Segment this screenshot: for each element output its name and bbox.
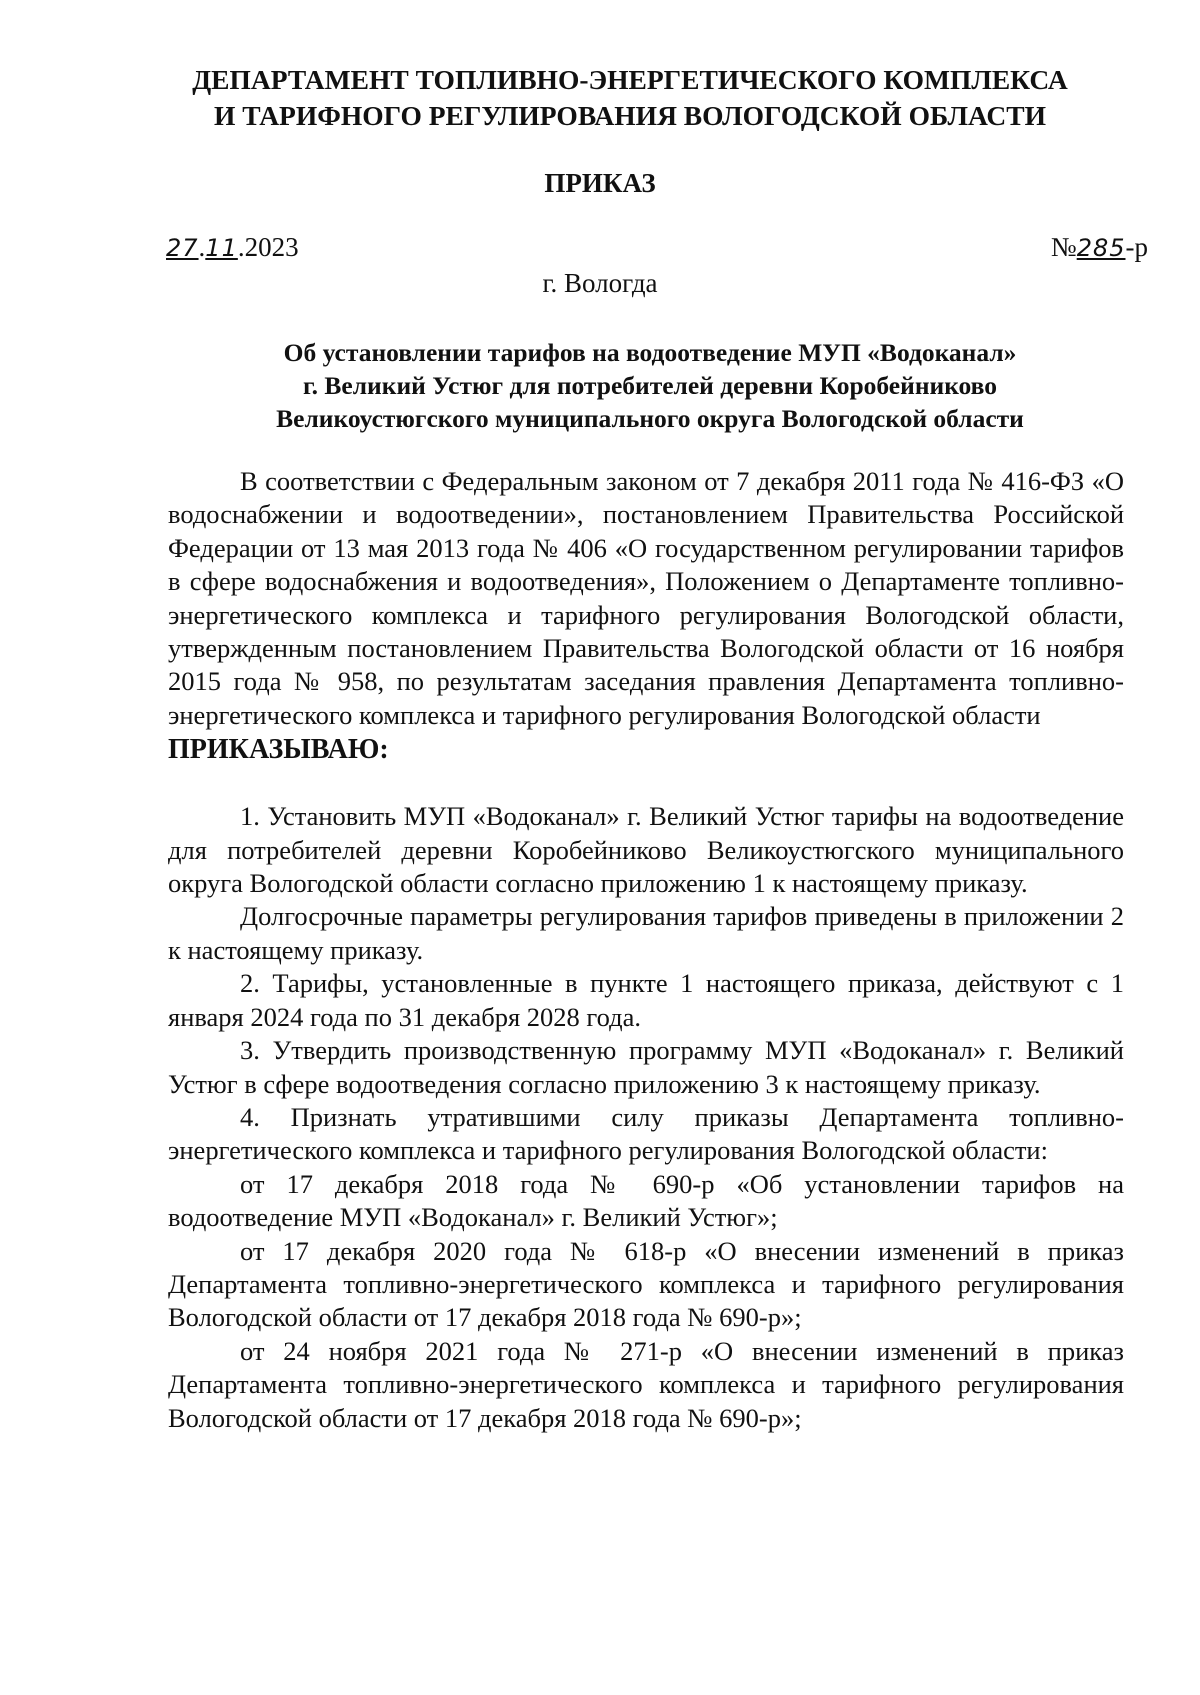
order-date [166,232,299,263]
item-4-sub-a: от 17 декабря 2018 года № 690-р «Об установлении тарифов на водоотведение МУП «Водоканал» г. Великий Устюг»; [168,1168,1124,1233]
number-prefix: № [1050,232,1077,262]
item-4-sub-c: от 24 ноября 2021 года № 271-р «О внесении изменений в приказ Департамента топливно-энергетического комплекса и тарифного регулирования Вологодской области от 17 декабря 2018 года № 690-р»; [168,1335,1124,1433]
header-line-1: ДЕПАРТАМЕНТ ТОПЛИВНО-ЭНЕРГЕТИЧЕСКОГО КОМПЛЕКСА [192,64,1068,95]
department-header [140,62,1120,134]
date-day-handwritten: 27 [166,234,199,262]
item-2: 2. Тарифы, установленные в пункте 1 настоящего приказа, действуют с 1 января 2024 года по 31 декабря 2028 года. [168,968,1124,1032]
number-suffix: -р [1125,232,1148,262]
order-number [1051,232,1148,263]
city-line: г. Вологда [542,268,658,298]
preamble-paragraph: В соответствии с Федеральным законом от 7 декабря 2011 года № 416-ФЗ «О водоснабжении и водоотведении», постановлением Правительства Российской Федерации от 13 мая 2013 года № 406 «О государственном регулировании тарифов в сфере водоснабжения и водоотведения», Положением о Департаменте топливно-энергетического комплекса и тарифного регулирования Вологодской области, утвержденным постановлением Правительства Вологодской области от 16 ноября 2015 года № 958, по результатам заседания правления Департамента топливно-энергетического комплекса и тарифного регулирования Вологодской области [168,466,1124,730]
item-1-params: Долгосрочные параметры регулирования тарифов приведены в приложении 2 к настоящему приказу. [168,901,1124,965]
date-separator: . [198,232,206,262]
item-3: 3. Утвердить производственную программу МУП «Водоканал» г. Великий Устюг в сфере водоотведения согласно приложению 3 к настоящему приказу. [168,1035,1124,1099]
title-line-1: Об установлении тарифов на водоотведение МУП «Водоканал» [283,338,1017,367]
number-handwritten: 285 [1076,234,1126,262]
title-line-2: г. Великий Устюг для потребителей деревни Коробейниково [302,371,998,400]
date-month-handwritten: 11 [205,234,238,262]
item-4-sub-b: от 17 декабря 2020 года № 618-р «О внесении изменений в приказ Департамента топливно-энергетического комплекса и тарифного регулирования Вологодской области от 17 декабря 2018 года № 690-р»; [168,1235,1124,1333]
order-keyword: ПРИКАЗЫВАЮ: [168,734,389,766]
order-title [170,336,1130,435]
document-type: ПРИКАЗ [544,168,656,198]
title-line-3: Великоустюгского муниципального округа Вологодской области [276,404,1024,433]
spacer [168,768,1124,800]
item-1: 1. Установить МУП «Водоканал» г. Великий Устюг тарифы на водоотведение для потребителей деревни Коробейниково Великоустюгского муниципального округа Вологодской области согласно приложению 1 к настоящему приказу. [168,801,1124,899]
order-body [168,465,1124,1435]
header-line-2: И ТАРИФНОГО РЕГУЛИРОВАНИЯ ВОЛОГОДСКОЙ ОБЛАСТИ [213,100,1047,131]
date-year: .2023 [237,232,299,262]
item-4: 4. Признать утратившими силу приказы Департамента топливно-энергетического комплекса и тарифного регулирования Вологодской области: [168,1101,1124,1166]
